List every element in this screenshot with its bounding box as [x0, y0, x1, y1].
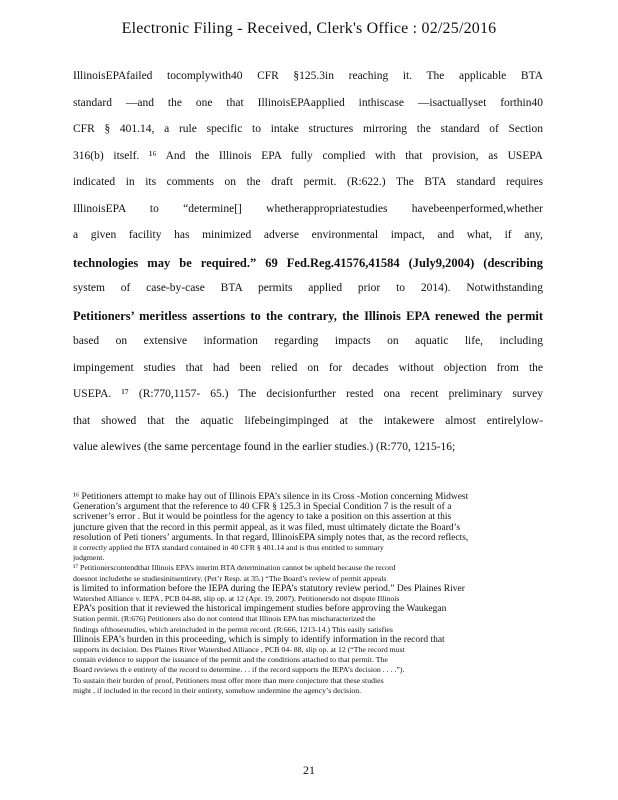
footnote-line: ¹⁶ Petitioners attempt to make hay out of Illinois EPA’s silence in its Cross -Motion concerning Midwest — [73, 492, 469, 502]
footnote-line: findings ofthosestudies, which areincluded in the permit record. (R:666, 1213-14.) This easily satisfies — [73, 624, 393, 634]
footnote-line: scrivener’s error . But it would be pointless for the agency to take a position on this assertion at this — [73, 512, 452, 523]
body-line: USEPA. ¹⁷ (R:770,1157- 65.) The decisionfurther rested ona recent preliminary survey — [73, 388, 543, 400]
footnote-line: is limited to information before the IEPA during the IEPA’s statutory review period.” Des Plaines River — [73, 583, 465, 594]
body-line: value alewives (the same percentage found in the earlier studies.) (R:770, 1215-16; — [73, 441, 456, 453]
footnote-line: Illinois EPA’s burden in this proceeding, which is simply to identify information in the record that — [73, 634, 445, 645]
body-line: 316(b) itself. ¹⁶ And the Illinois EPA fully complied with that provision, as USEPA — [73, 149, 543, 162]
footnote-line: judgment. — [73, 553, 105, 563]
body-line: impingement studies that had been relied on for decades without objection from the — [73, 361, 543, 374]
body-line: system of case-by-case BTA permits applied prior to 2014). Notwithstanding — [73, 282, 543, 294]
body-line: IllinoisEPAfailed tocomplywith40 CFR §125.3in reaching it. The applicable BTA — [73, 70, 543, 82]
footnote-line: To sustain their burden of proof, Petitioners must offer more than mere conjecture that these studies — [73, 675, 384, 685]
footnote-line: Watershed Alliance v. IEPA , PCB 04-88, slip op. at 12 (Apr. 19, 2007). Petitionersdo not dispute Illinois — [73, 594, 400, 604]
footnote-line: it correctly applied the BTA standard contained in 40 CFR § 401.14 and is thus entitled to summary — [73, 543, 384, 553]
footnote-line: ¹⁷ Petitionerscontendthat Illinois EPA’s interim BTA determination cannot be upheld because the record — [73, 563, 396, 573]
body-line: that showed that the aquatic lifebeingimpinged at the intakewere almost entirelylow- — [73, 414, 543, 427]
footnote-line: contain evidence to support the issuance of the permit and the conditions attached to that permit. The — [73, 655, 388, 665]
body-line: a given facility has minimized adverse environmental impact, and what, if any, — [73, 229, 543, 241]
body-line: Petitioners’ meritless assertions to the contrary, the Illinois EPA renewed the permit — [73, 308, 543, 323]
body-line: based on extensive information regarding impacts on aquatic life, including — [73, 335, 543, 347]
body-line: CFR § 401.14, a rule specific to intake structures mirroring the standard of Section — [73, 123, 543, 135]
footnote-line: resolution of Peti tioners’ arguments. In that regard, IllinoisEPA simply notes that, as the record reflects, — [73, 532, 469, 543]
footnote-line: EPA’s position that it reviewed the historical impingement studies before approving the Waukegan — [73, 604, 447, 615]
body-line: IllinoisEPA to “determine[] whetherappropriatestudies havebeenperformed,whether — [73, 202, 543, 215]
footnote-line: Station permit. (R:676) Petitioners also do not contend that Illinois EPA has mischaracterized the — [73, 614, 376, 624]
page-number: 21 — [303, 763, 315, 777]
footnote-line: supports its decision. Des Plaines River Watershed Alliance , PCB 04- 88, slip op. at 12 (“The record must — [73, 645, 405, 655]
body-line: standard —and the one that IllinoisEPAapplied inthiscase —isactuallyset forthin40 — [73, 96, 543, 109]
footnotes — [73, 492, 516, 696]
footnote-line: juncture given that the record in this permit appeal, as it was filed, must ultimately dictate the Board’s — [73, 522, 461, 533]
footnote-line: might , if included in the record in their entirety, somehow undermine the agency’s decision. — [73, 685, 362, 695]
footnote-line: doesnot includethe se studiesinitsentirety. (Pet’r Resp. at 35.) “The Board’s review of permit appeals — [73, 573, 387, 583]
filing-header: Electronic Filing - Received, Clerk's Office : 02/25/2016 — [121, 20, 497, 37]
footnote-line: Board reviews th e entirety of the record to determine. . . if the record supports the IEPA’s decision . . . .”). — [73, 665, 405, 675]
body-text — [73, 70, 543, 468]
body-line: indicated in its comments on the draft permit. (R:622.) The BTA standard requires — [73, 176, 543, 188]
footnote-line: Generation’s argument that the reference to 40 CFR § 125.3 in Special Condition 7 is the result of a — [73, 502, 452, 513]
body-line: technologies may be required.” 69 Fed.Reg.41576,41584 (July9,2004) (describing — [73, 255, 543, 270]
